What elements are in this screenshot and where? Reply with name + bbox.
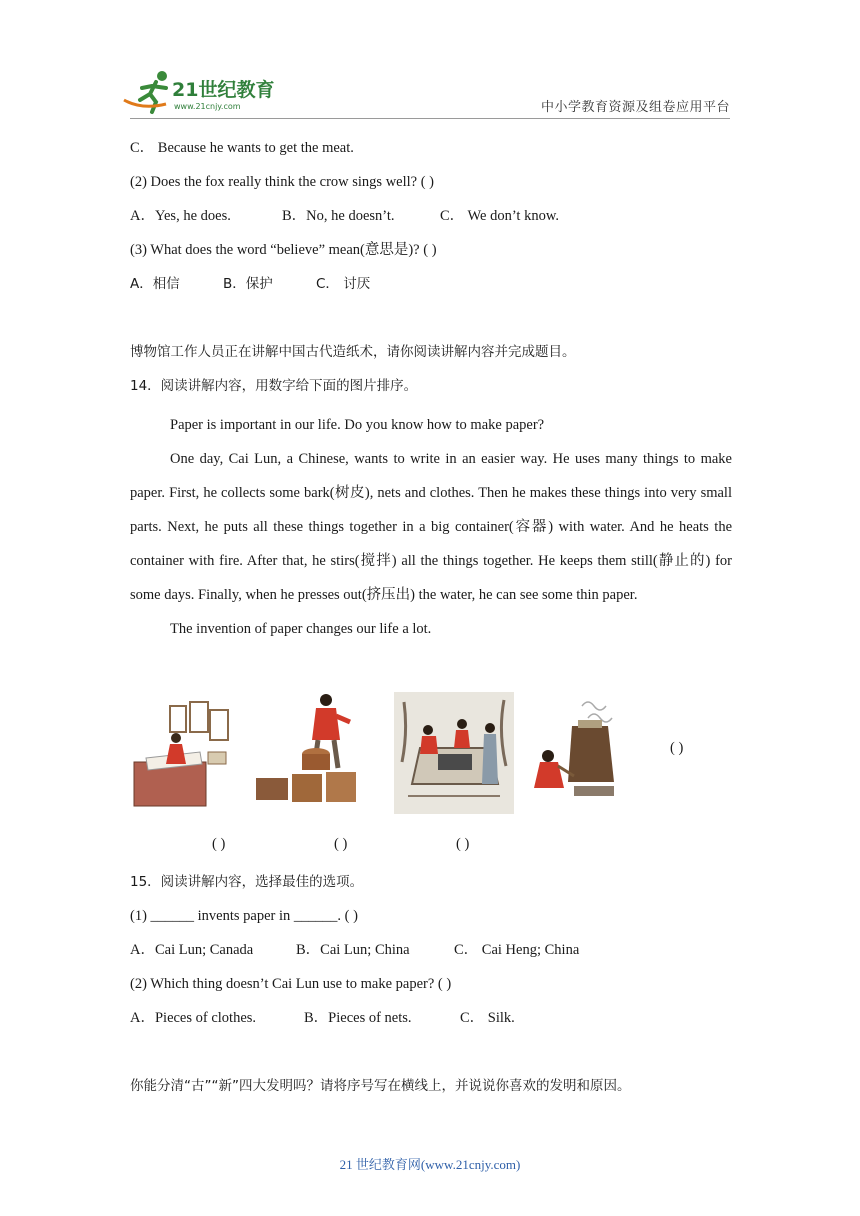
q14-paragraph-3: The invention of paper changes our life a lot. xyxy=(170,621,432,637)
q13-3-options xyxy=(130,272,732,306)
header-platform-label: 中小学教育资源及组卷应用平台 xyxy=(540,100,730,115)
svg-text:www.21cnjy.com: www.21cnjy.com xyxy=(174,102,241,111)
q15-section xyxy=(130,870,732,1108)
q15-2-options xyxy=(130,1006,732,1040)
q14-title: 14．阅读讲解内容，用数字给下面的图片排序。 xyxy=(130,378,418,394)
picture-container-heating xyxy=(394,692,514,814)
q13-3-question: (3) What does the word “believe” mean(意思是)? ( ) xyxy=(130,242,437,258)
option-a: A．Yes, he does. xyxy=(130,208,231,224)
document-body xyxy=(130,136,732,646)
q13-2-question: (2) Does the fox really think the crow sings well? ( ) xyxy=(130,174,435,190)
option-b: B．保护 xyxy=(223,276,273,292)
q13-2-options xyxy=(130,204,732,238)
answer-blank-4[interactable]: ( ) xyxy=(670,740,684,756)
option-b: B．No, he doesn’t. xyxy=(282,208,395,224)
answer-blank-3[interactable]: ( ) xyxy=(456,836,470,852)
option-c: C． 讨厌 xyxy=(316,276,371,292)
answer-blank-2[interactable]: ( ) xyxy=(334,836,348,852)
option-b: B．Pieces of nets. xyxy=(304,1010,412,1026)
q13-option-c: C． Because he wants to get the meat. xyxy=(130,140,354,156)
q15-2-question: (2) Which thing doesn’t Cai Lun use to make paper? ( ) xyxy=(130,976,452,992)
papermaking-pictures xyxy=(130,692,732,818)
picture-cutting-materials xyxy=(252,692,376,814)
picture-stirring-pot xyxy=(528,692,628,814)
q15-1-options xyxy=(130,938,732,972)
logo xyxy=(122,66,292,116)
q15-title: 15．阅读讲解内容，选择最佳的选项。 xyxy=(130,874,364,890)
option-b: B．Cai Lun; China xyxy=(296,942,410,958)
picture-pressing-paper xyxy=(130,692,240,814)
page-header xyxy=(0,0,860,130)
option-a: A．Pieces of clothes. xyxy=(130,1010,257,1026)
option-c: C． Silk. xyxy=(460,1010,515,1026)
next-section-intro: 你能分清“古”“新”四大发明吗？请将序号写在横线上，并说说你喜欢的发明和原因。 xyxy=(130,1078,631,1094)
option-c: C． We don’t know. xyxy=(440,208,559,224)
q15-1-question: (1) ______ invents paper in ______. ( ) xyxy=(130,908,358,924)
option-a: A．Cai Lun; Canada xyxy=(130,942,254,958)
option-a: A．相信 xyxy=(130,276,180,292)
option-c: C． Cai Heng; China xyxy=(454,942,580,958)
q14-paragraph-2: One day, Cai Lun, a Chinese, wants to write in an easier way. He uses many things to make paper. First, he collects some bark(树皮), nets and clothes. Then he makes these things into very small parts. Next, he puts all these things together in a big container(容器) with water. And he heats the container with fire. After that, he stirs(搅拌) all the things together. He keeps them still(静止的) for some days. Finally, when he presses out(挤压出) the water, he can see some thin paper. xyxy=(130,451,732,603)
q14-paragraph-1: Paper is important in our life. Do you know how to make paper? xyxy=(170,417,545,433)
svg-text:21世纪教育: 21世纪教育 xyxy=(172,79,275,101)
header-divider xyxy=(130,118,730,119)
reading-intro: 博物馆工作人员正在讲解中国古代造纸术，请你阅读讲解内容并完成题目。 xyxy=(130,344,576,360)
page-footer: 21 世纪教育网(www.21cnjy.com) xyxy=(339,1157,521,1172)
answer-blank-1[interactable]: ( ) xyxy=(212,836,226,852)
